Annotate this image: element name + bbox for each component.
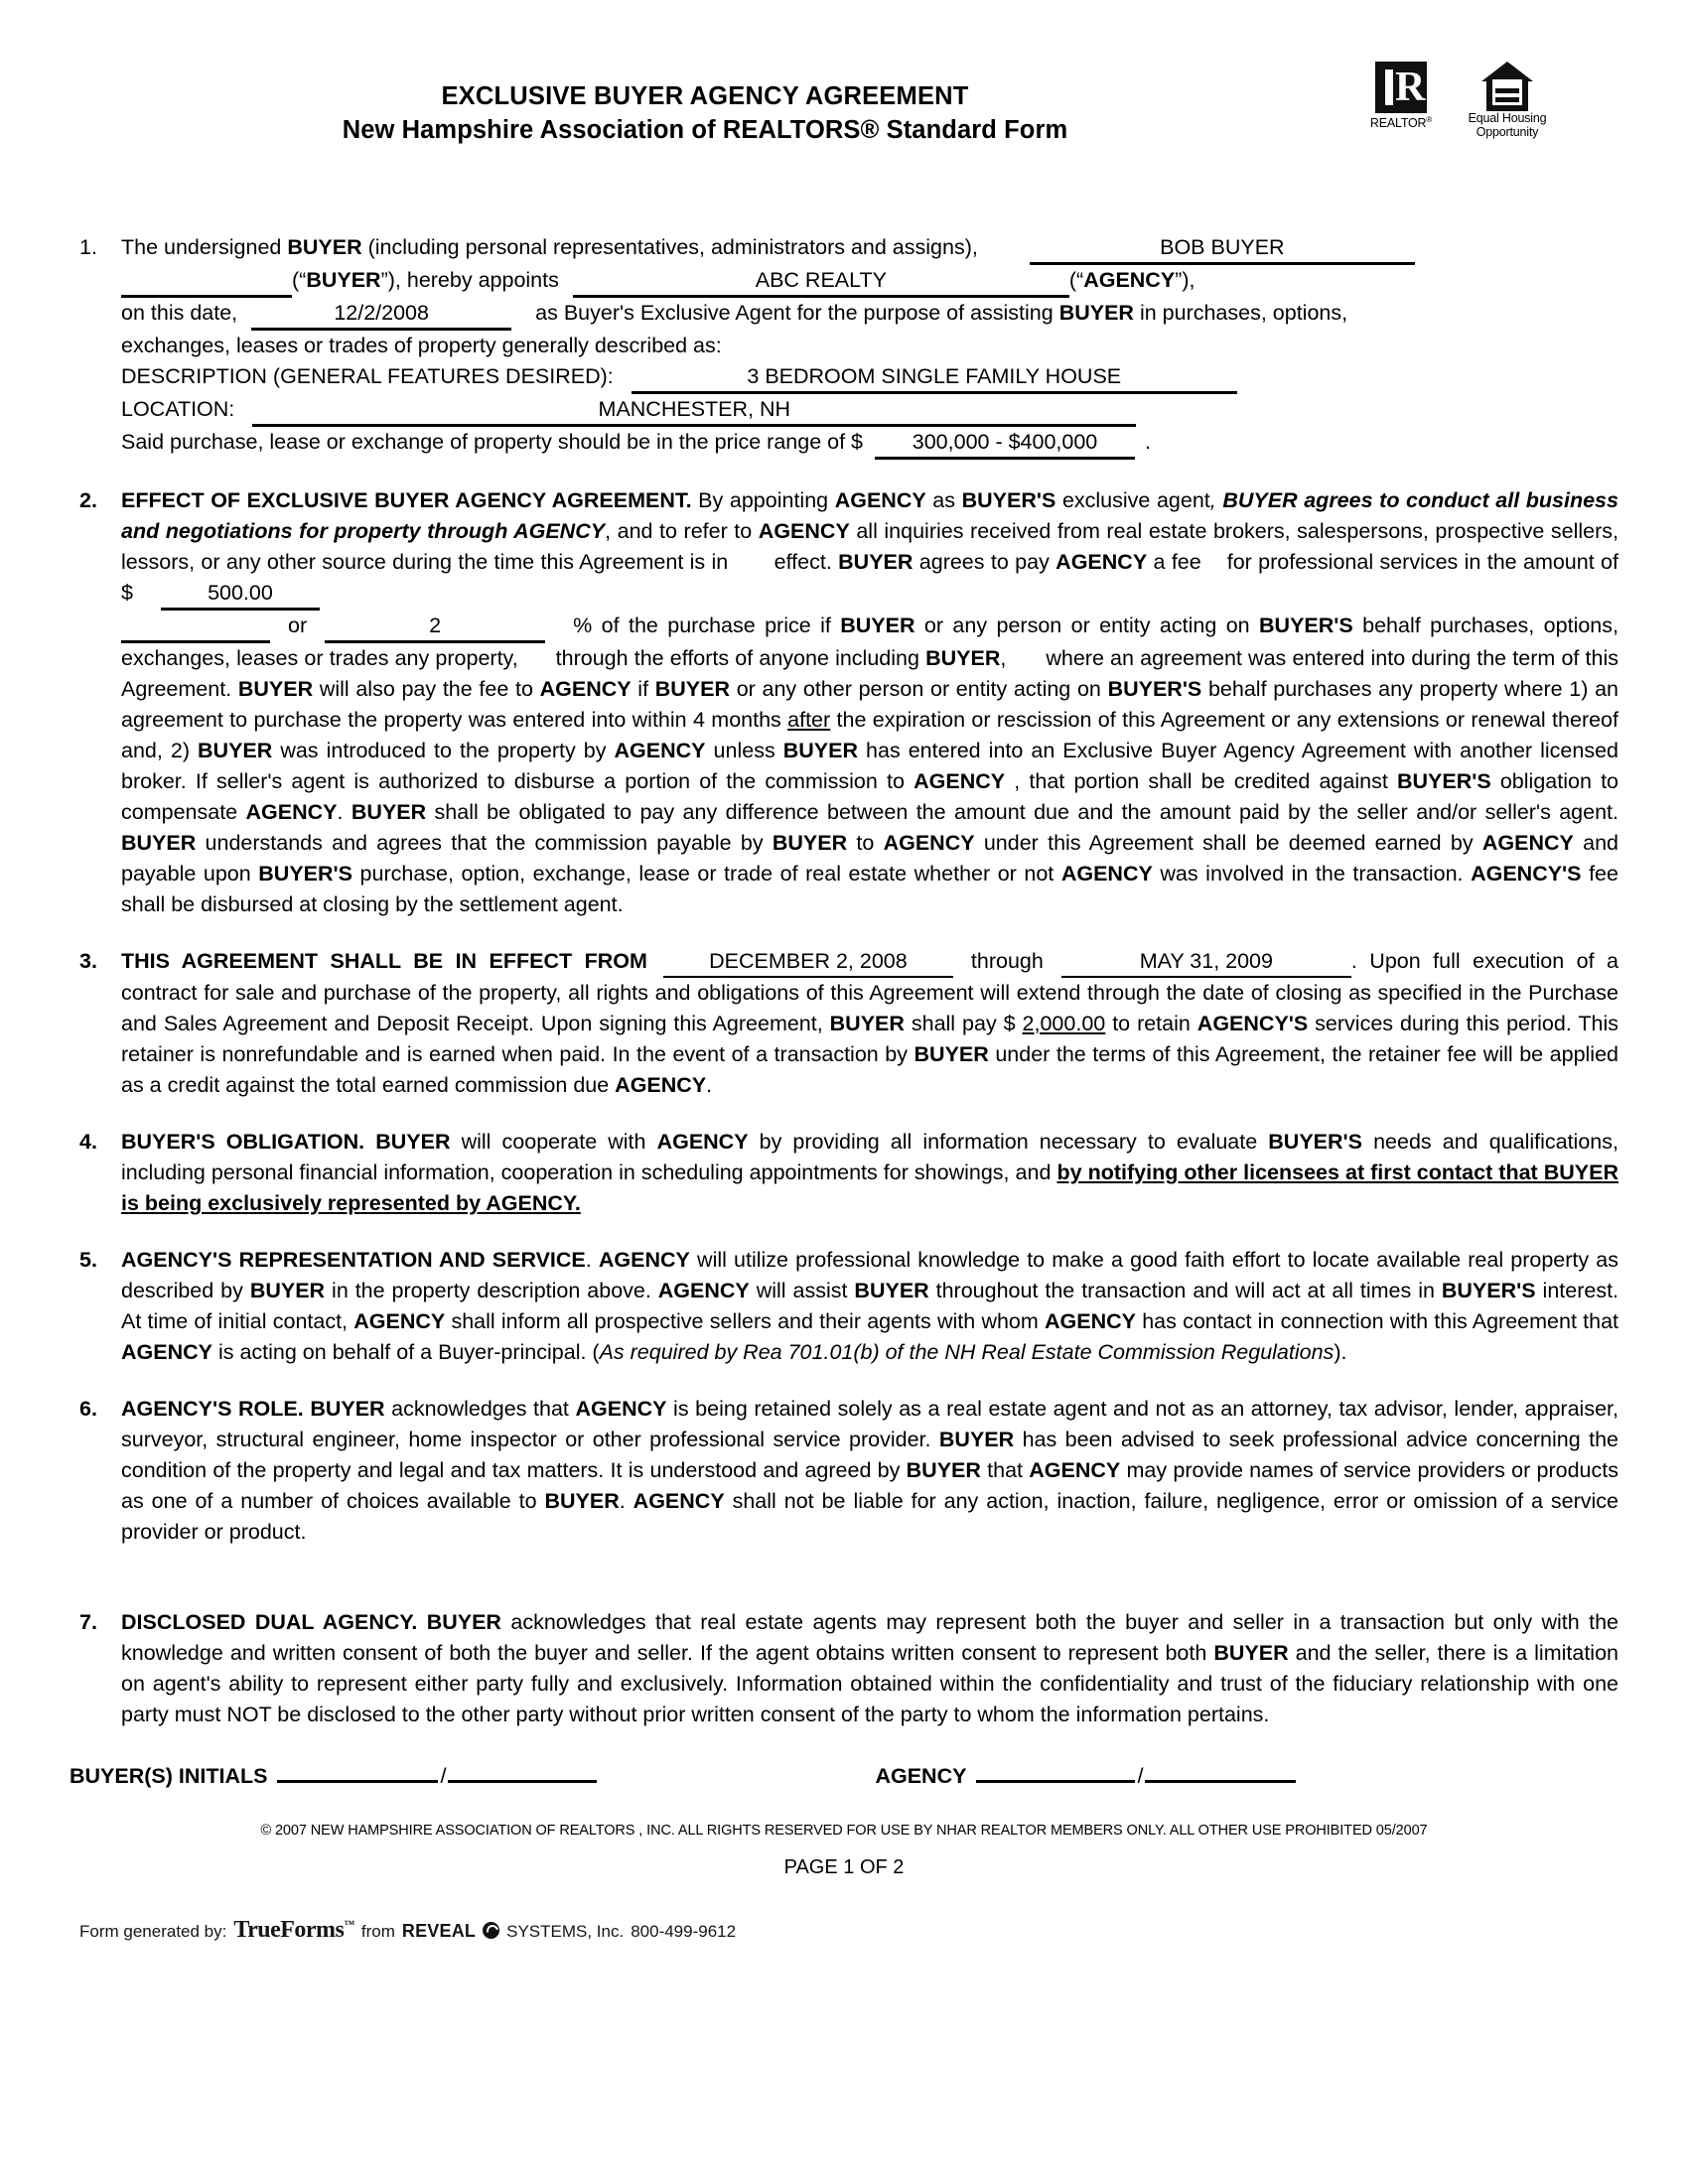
support-phone: 800-499-9612 bbox=[631, 1922, 737, 1941]
clause-2-t13: behalf purchases, options, exchanges, leases or trades any property, bbox=[121, 614, 1618, 670]
reveal-swirl-icon bbox=[483, 1922, 499, 1939]
clause-2-t2: as bbox=[925, 488, 962, 512]
clause-3-heading: THIS AGREEMENT SHALL BE IN EFFECT FROM bbox=[121, 949, 647, 973]
retainer-amount-field[interactable]: 2,000.00 bbox=[1022, 1012, 1106, 1035]
clause-5-t1: will utilize professional knowledge to make a good faith effort to locate available real property as described by bbox=[121, 1248, 1618, 1302]
agency-initials-label: AGENCY bbox=[875, 1764, 967, 1788]
clause-6 bbox=[70, 1394, 1618, 1548]
location-label: LOCATION: bbox=[121, 397, 235, 421]
clause-2-t9: a fee bbox=[1147, 550, 1201, 574]
agency-term: AGENCY bbox=[1083, 268, 1176, 292]
clause-7-t1 bbox=[417, 1610, 426, 1634]
document-footer bbox=[0, 1823, 1688, 1944]
clause-2-t24: has entered into an Exclusive Buyer Agency Agreement with another licensed broker. If seller's agent is authorized to disburse a portion of the commission to bbox=[121, 739, 1618, 793]
clause-1-text-2: (including personal representatives, administrators and assigns), bbox=[361, 235, 978, 259]
buyer-term: BUYER bbox=[351, 800, 427, 824]
clause-1-number: 1. bbox=[79, 235, 97, 259]
clause-4-t4: needs and qualifications, including personal financial information, cooperation in scheduling appointments for showings, and bbox=[121, 1130, 1618, 1184]
clause-2-t16: where an agreement was entered into during the term of this Agreement. bbox=[121, 646, 1618, 701]
clause-7-number: 7. bbox=[79, 1610, 97, 1634]
trueforms-logo: TrueForms™ bbox=[233, 1917, 354, 1943]
clause-6-t6: may provide names of service providers or products as one of a number of choices available to bbox=[121, 1458, 1618, 1513]
clause-2-number: 2. bbox=[79, 488, 97, 512]
price-range-suffix: . bbox=[1145, 430, 1151, 454]
buyer-name-continuation-field[interactable] bbox=[121, 266, 292, 298]
buyer-term: BUYER bbox=[838, 550, 914, 574]
buyer-term: BUYER bbox=[544, 1489, 620, 1513]
clause-2-t6: all inquiries received from real estate brokers, salespersons, prospective sellers, lessors, or any other source during the time this Agreement is in bbox=[121, 519, 1619, 574]
buyers-term: BUYER'S bbox=[258, 862, 352, 886]
clause-2-heading: EFFECT OF EXCLUSIVE BUYER AGENCY AGREEMENT. bbox=[121, 488, 692, 512]
buyer-term: BUYER bbox=[310, 1397, 385, 1421]
clause-2-t22: was introduced to the property by bbox=[272, 739, 615, 762]
clause-6-number: 6. bbox=[79, 1397, 97, 1421]
clause-2-t33: purchase, option, exchange, lease or trade of real estate whether or not bbox=[352, 862, 1061, 886]
agencys-term: AGENCY'S bbox=[1471, 862, 1582, 886]
agency-term: AGENCY bbox=[614, 739, 706, 762]
clause-3-number: 3. bbox=[79, 949, 97, 973]
clause-6-t4: has been advised to seek professional advice concerning the condition of the property and legal and tax matters. It is understood and agreed by bbox=[121, 1428, 1618, 1482]
buyer-term: BUYER bbox=[121, 831, 197, 855]
realtor-logo bbox=[1358, 62, 1444, 130]
buyer-term: BUYER bbox=[938, 1428, 1015, 1451]
clause-1-price-row bbox=[121, 427, 1618, 460]
clause-7-t3: and the seller, there is a limitation on agent's ability to represent either party fully and exclusively. Information obtained within the confidentiality and trust of the fiduciary relationship with one party must NOT be disclosed to the other party without prior written consent of the party to whom the information pertains. bbox=[121, 1641, 1618, 1726]
clause-3-t6: . bbox=[706, 1073, 713, 1097]
effective-to-date-field[interactable]: MAY 31, 2009 bbox=[1061, 947, 1351, 978]
buyer-initials-field-2[interactable] bbox=[448, 1758, 597, 1783]
realtor-logo-caption: REALTOR® bbox=[1369, 115, 1433, 131]
reveal-logo: REVEAL bbox=[401, 1921, 477, 1941]
buyer-term: BUYER bbox=[287, 235, 362, 259]
clause-2-t32: and payable upon bbox=[121, 831, 1618, 886]
clause-2-t3: exclusive agent bbox=[1055, 488, 1210, 512]
agency-term: AGENCY bbox=[657, 1279, 750, 1302]
clause-6-t2: acknowledges that bbox=[384, 1397, 576, 1421]
clause-3-t2: shall pay $ bbox=[904, 1012, 1023, 1035]
initials-separator: / bbox=[440, 1764, 447, 1788]
from-label: from bbox=[360, 1922, 395, 1941]
agency-term: AGENCY bbox=[353, 1309, 446, 1333]
clause-6-heading: AGENCY'S ROLE. bbox=[121, 1397, 304, 1421]
clause-3-t3: to retain bbox=[1105, 1012, 1197, 1035]
clause-7 bbox=[70, 1607, 1618, 1730]
document-content bbox=[0, 232, 1688, 1730]
fee-alt-blank-field[interactable] bbox=[121, 612, 270, 643]
price-range-field[interactable]: 300,000 - $400,000 bbox=[875, 428, 1135, 460]
clause-1-line-1 bbox=[121, 232, 1618, 265]
agency-term: AGENCY bbox=[1060, 862, 1153, 886]
clause-5-t5: interest. At time of initial contact, bbox=[121, 1279, 1619, 1333]
title-block bbox=[70, 81, 1340, 146]
after-underlined: after bbox=[787, 708, 831, 732]
buyer-term: BUYER bbox=[375, 1130, 451, 1154]
clause-2-t15: , bbox=[1000, 646, 1007, 670]
clause-2-t11: % of the purchase price if bbox=[573, 614, 841, 637]
buyer-initials-label: BUYER(S) INITIALS bbox=[70, 1764, 268, 1788]
equal-housing-logo bbox=[1458, 62, 1557, 139]
buyers-term: BUYER'S bbox=[1268, 1130, 1362, 1154]
clause-2-t31: under this Agreement shall be deemed earned by bbox=[974, 831, 1482, 855]
clause-1-text-1: The undersigned bbox=[121, 235, 288, 259]
clause-2-t8: agrees to pay bbox=[913, 550, 1056, 574]
buyer-term-3: BUYER bbox=[1058, 301, 1134, 325]
clause-2-t18: if bbox=[631, 677, 655, 701]
agency-term: AGENCY bbox=[1045, 1309, 1136, 1333]
clause-5-t6: shall inform all prospective sellers and their agents with whom bbox=[445, 1309, 1046, 1333]
agency-initials-group bbox=[875, 1758, 1296, 1789]
agency-term: AGENCY bbox=[1055, 550, 1148, 574]
clause-2-t4: , bbox=[1209, 488, 1223, 512]
clause-2 bbox=[70, 485, 1618, 920]
agency-term: AGENCY bbox=[615, 1073, 707, 1097]
clause-1-text-4: ”), hereby appoints bbox=[380, 268, 559, 292]
clause-1-line-4 bbox=[121, 331, 1618, 361]
clause-2-emphasis: BUYER agrees to conduct all business and negotiations for property through AGENCY bbox=[121, 488, 1618, 543]
agency-term: AGENCY bbox=[656, 1130, 749, 1154]
equal-housing-house-icon bbox=[1481, 62, 1533, 111]
buyer-term: BUYER bbox=[1213, 1641, 1289, 1665]
clause-6-body bbox=[121, 1394, 1618, 1548]
buyer-term: BUYER bbox=[249, 1279, 326, 1302]
clause-5-number: 5. bbox=[79, 1248, 97, 1272]
clause-5-body bbox=[121, 1245, 1618, 1368]
clause-1-text-10: exchanges, leases or trades of property generally described as: bbox=[121, 334, 722, 357]
clause-2-t19: or any other person or entity acting on bbox=[730, 677, 1108, 701]
agency-term: AGENCY bbox=[758, 519, 850, 543]
buyer-term-2: BUYER bbox=[306, 268, 381, 292]
clause-1-text-7: on this date, bbox=[121, 301, 238, 325]
effective-from-date-field[interactable]: DECEMBER 2, 2008 bbox=[663, 947, 953, 978]
copyright-notice: © 2007 NEW HAMPSHIRE ASSOCIATION OF REALTORS , INC. ALL RIGHTS RESERVED FOR USE BY NHAR REALTOR MEMBERS ONLY. ALL OTHER USE PROHIBITED 05/2007 bbox=[260, 1823, 1428, 1839]
clause-2-t12: or any person or entity acting on bbox=[914, 614, 1260, 637]
clause-6-t7: . bbox=[619, 1489, 633, 1513]
clause-2-t23: unless bbox=[705, 739, 783, 762]
clause-2-t1: By appointing bbox=[691, 488, 835, 512]
clause-2-t17: will also pay the fee to bbox=[313, 677, 540, 701]
clause-5-t9: ). bbox=[1334, 1340, 1347, 1364]
clause-4-t2: will cooperate with bbox=[450, 1130, 657, 1154]
clause-5-t3: will assist bbox=[749, 1279, 855, 1302]
equal-housing-caption-line1: Equal Housing bbox=[1468, 111, 1547, 125]
form-generator-credit bbox=[70, 1917, 1618, 1944]
clause-2-t7: effect. bbox=[774, 550, 839, 574]
page-title: EXCLUSIVE BUYER AGENCY AGREEMENT bbox=[441, 82, 969, 110]
agency-term: AGENCY bbox=[914, 769, 1006, 793]
clause-5-t4: throughout the transaction and will act at all times in bbox=[928, 1279, 1442, 1302]
clause-4-number: 4. bbox=[79, 1130, 97, 1154]
initials-separator-2: / bbox=[1137, 1764, 1144, 1788]
description-label: DESCRIPTION (GENERAL FEATURES DESIRED): bbox=[121, 364, 614, 388]
clause-2-t30: to bbox=[847, 831, 884, 855]
logo-group bbox=[1358, 62, 1557, 139]
clause-2-t20: behalf purchases any property where 1) an agreement to purchase the property was entered into within 4 months bbox=[121, 677, 1619, 732]
buyer-term: BUYER bbox=[906, 1458, 981, 1482]
buyer-term: BUYER bbox=[426, 1610, 501, 1634]
clause-2-t29: understands and agrees that the commission payable by bbox=[196, 831, 773, 855]
location-field[interactable]: MANCHESTER, NH bbox=[252, 395, 1136, 427]
buyers-term: BUYER'S bbox=[1107, 677, 1202, 701]
agencys-term: AGENCY'S bbox=[1196, 1012, 1309, 1035]
clause-2-t27: . bbox=[337, 800, 352, 824]
clause-4-heading: BUYER'S OBLIGATION. bbox=[121, 1130, 365, 1154]
buyer-term: BUYER bbox=[840, 614, 915, 637]
clause-2-t28: shall be obligated to pay any difference between the amount due and the amount paid by the seller and/or seller's agent. bbox=[426, 800, 1618, 824]
buyer-term: BUYER bbox=[198, 739, 273, 762]
agency-term: AGENCY bbox=[633, 1489, 725, 1513]
clause-1-text-9: in purchases, options, bbox=[1133, 301, 1348, 325]
clause-5-t0: . bbox=[585, 1248, 599, 1272]
agency-term: AGENCY bbox=[834, 488, 926, 512]
clause-4-t3: by providing all information necessary to evaluate bbox=[748, 1130, 1269, 1154]
clause-5-t7: has contact in connection with this Agreement that bbox=[1136, 1309, 1618, 1333]
buyer-initials-field-1[interactable] bbox=[277, 1758, 438, 1783]
clause-7-body bbox=[121, 1607, 1618, 1730]
clause-1-text-5: (“ bbox=[1068, 268, 1084, 292]
agency-term: AGENCY bbox=[883, 831, 975, 855]
buyer-initials-group bbox=[70, 1758, 597, 1789]
clause-1-location-row bbox=[121, 394, 1618, 427]
buyer-term: BUYER bbox=[914, 1042, 989, 1066]
clause-2-t26: obligation to compensate bbox=[121, 769, 1618, 824]
clause-2-t5: , and to refer to bbox=[605, 519, 759, 543]
clause-2-t14: through the efforts of anyone including bbox=[555, 646, 926, 670]
clause-3-t4: services during this period. This retainer is nonrefundable and is earned when paid. In the event of a transaction by bbox=[121, 1012, 1618, 1066]
clause-4-underlined-notice: by notifying other licensees at first contact that BUYER is being exclusively represented by AGENCY. bbox=[121, 1160, 1618, 1215]
clause-3-t5: under the terms of this Agreement, the retainer fee will be applied as a credit against the total earned commission due bbox=[121, 1042, 1618, 1097]
clause-2-or: or bbox=[288, 614, 308, 637]
agency-term: AGENCY bbox=[121, 1340, 212, 1364]
clause-2-t34: was involved in the transaction. bbox=[1152, 862, 1472, 886]
agency-name-field[interactable]: ABC REALTY bbox=[573, 266, 1069, 298]
fee-amount-field[interactable]: 500.00 bbox=[161, 579, 320, 611]
buyer-term: BUYER bbox=[237, 677, 314, 701]
clause-1 bbox=[70, 232, 1618, 460]
agency-initials-field-1[interactable] bbox=[976, 1758, 1135, 1783]
clause-1-description-row bbox=[121, 361, 1618, 394]
buyer-term: BUYER bbox=[782, 739, 858, 762]
clause-4 bbox=[70, 1127, 1618, 1219]
agreement-date-field[interactable]: 12/2/2008 bbox=[251, 299, 511, 331]
clause-4-t1 bbox=[364, 1130, 375, 1154]
buyers-term: BUYER'S bbox=[1259, 614, 1353, 637]
clause-1-line-3 bbox=[121, 298, 1618, 331]
clause-1-text-8: as Buyer's Exclusive Agent for the purpose of assisting bbox=[535, 301, 1059, 325]
clause-3-body bbox=[121, 946, 1618, 1101]
clause-3-t1: . Upon full execution of a contract for sale and purchase of the property, all rights and obligations of this Agreement will extend through the date of closing as specified in the Purchase and Sales Agreement and Deposit Receipt. Upon signing this Agreement, bbox=[121, 949, 1618, 1035]
clause-6-t3: is being retained solely as a real estate agent and not as an attorney, tax advisor, lender, appraiser, surveyor, structural engineer, home inspector or other professional service provider. bbox=[121, 1397, 1618, 1451]
clause-5-t8: is acting on behalf of a Buyer-principal. ( bbox=[211, 1340, 600, 1364]
agency-term: AGENCY bbox=[1029, 1458, 1121, 1482]
clause-2-body bbox=[121, 485, 1618, 920]
agency-term: AGENCY bbox=[598, 1248, 690, 1272]
realtor-r-icon: R bbox=[1375, 62, 1427, 113]
clause-1-text-3: (“ bbox=[292, 268, 307, 292]
clause-7-t2: acknowledges that real estate agents may represent both the buyer and seller in a transaction but only with the knowledge and written consent of both the buyer and seller. If the agent obtains written consent to represent both bbox=[121, 1610, 1618, 1665]
buyer-term: BUYER bbox=[854, 1279, 929, 1302]
clause-1-line-2 bbox=[121, 265, 1618, 298]
page-subtitle: New Hampshire Association of REALTORS® Standard Form bbox=[342, 116, 1068, 144]
buyer-term: BUYER bbox=[925, 646, 1001, 670]
systems-label: SYSTEMS, Inc. bbox=[506, 1922, 625, 1941]
price-range-label: Said purchase, lease or exchange of property should be in the price range of $ bbox=[121, 430, 864, 454]
agency-term: AGENCY bbox=[539, 677, 632, 701]
clause-2-t10: for professional services in the amount of $ bbox=[121, 550, 1618, 605]
clause-4-body bbox=[121, 1127, 1618, 1219]
buyer-name-field[interactable]: BOB BUYER bbox=[1030, 233, 1415, 265]
clause-2-t21: the expiration or rescission of this Agreement or any extensions or renewal thereof and, 2) bbox=[121, 708, 1618, 762]
document-header bbox=[0, 0, 1688, 177]
buyer-term: BUYER bbox=[829, 1012, 905, 1035]
generated-by-label: Form generated by: bbox=[79, 1922, 227, 1941]
buyer-term: BUYER bbox=[654, 677, 731, 701]
initials-row bbox=[0, 1758, 1688, 1789]
clause-5-t2: in the property description above. bbox=[325, 1279, 658, 1302]
buyer-term: BUYER bbox=[772, 831, 848, 855]
through-label: through bbox=[970, 949, 1044, 973]
clause-5-regulation-citation: As required by Rea 701.01(b) of the NH Real Estate Commission Regulations bbox=[599, 1340, 1335, 1364]
agency-initials-field-2[interactable] bbox=[1145, 1758, 1296, 1783]
clause-5 bbox=[70, 1245, 1618, 1368]
clause-6-t5: that bbox=[980, 1458, 1030, 1482]
buyers-term: BUYER'S bbox=[1441, 1279, 1536, 1302]
page-number: PAGE 1 OF 2 bbox=[783, 1856, 905, 1878]
clause-2-t25: , that portion shall be credited against bbox=[1005, 769, 1397, 793]
clause-6-t8: shall not be liable for any action, inaction, failure, negligence, error or omission of a service provider or product. bbox=[121, 1489, 1618, 1544]
description-field[interactable]: 3 BEDROOM SINGLE FAMILY HOUSE bbox=[632, 362, 1237, 394]
clause-1-text-6: ”), bbox=[1175, 268, 1196, 292]
clause-1-body bbox=[121, 232, 1618, 460]
clause-3 bbox=[70, 946, 1618, 1101]
agency-term: AGENCY bbox=[1481, 831, 1574, 855]
clause-7-heading: DISCLOSED DUAL AGENCY. bbox=[121, 1610, 418, 1634]
commission-percent-field[interactable]: 2 bbox=[325, 612, 545, 643]
clause-5-heading: AGENCY'S REPRESENTATION AND SERVICE bbox=[121, 1248, 586, 1272]
equal-housing-caption-line2: Opportunity bbox=[1476, 125, 1539, 139]
buyers-term: BUYER'S bbox=[961, 488, 1056, 512]
buyers-term: BUYER'S bbox=[1396, 769, 1491, 793]
agency-term: AGENCY bbox=[575, 1397, 667, 1421]
clause-2-t35: fee shall be disbursed at closing by the settlement agent. bbox=[121, 862, 1618, 916]
agency-term: AGENCY bbox=[245, 800, 338, 824]
